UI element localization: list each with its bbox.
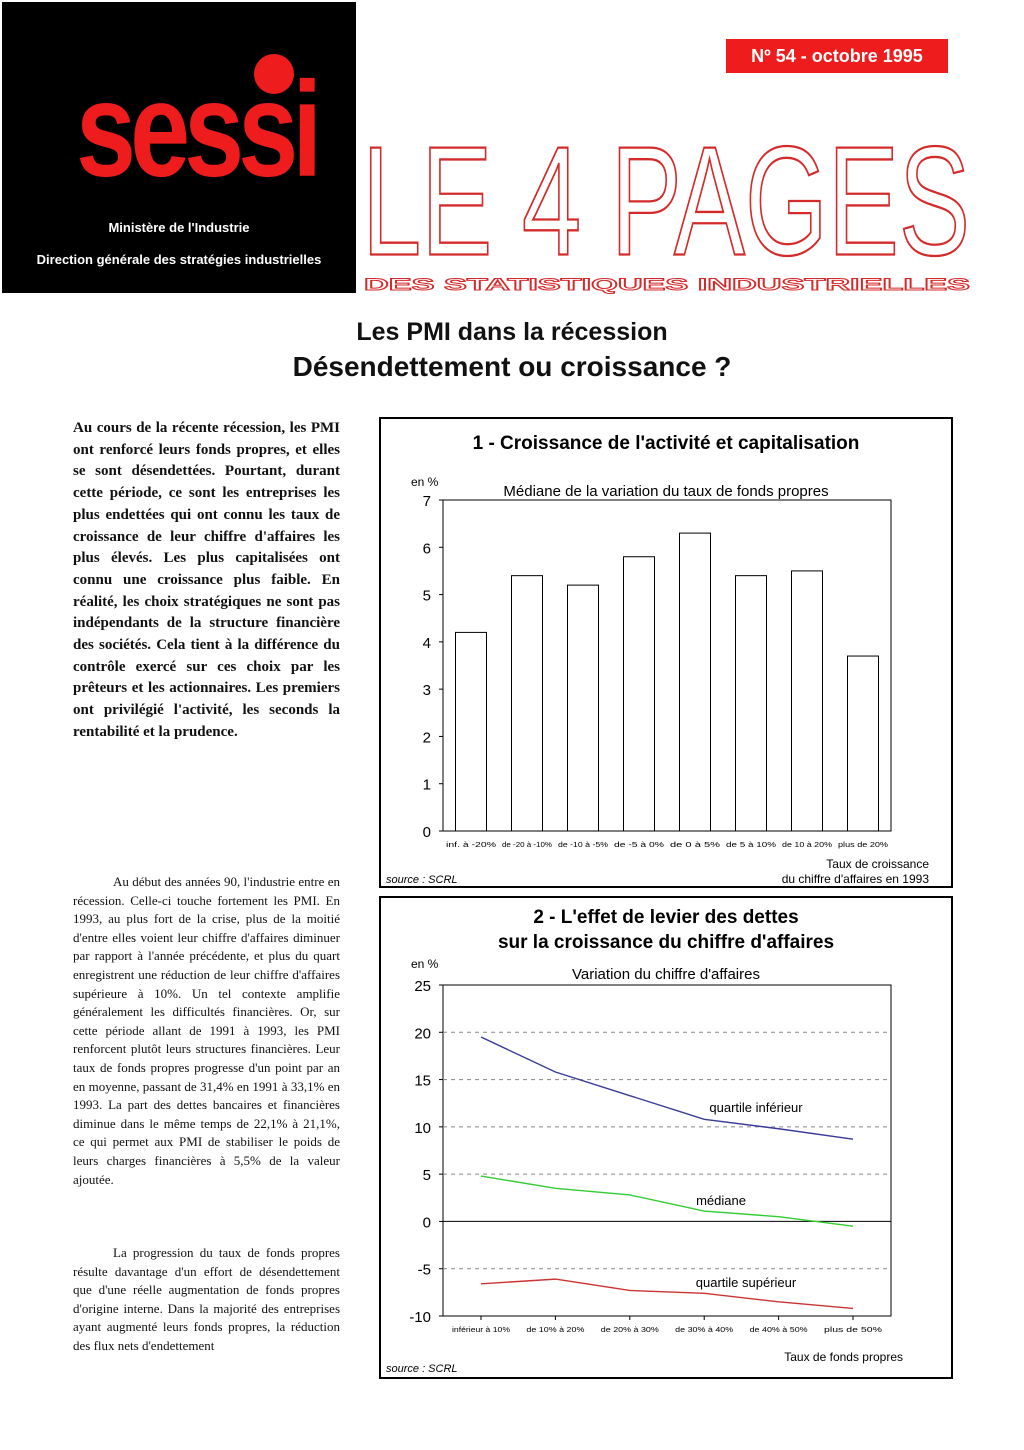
chart-2-ytick-label: 20 — [414, 1025, 431, 1043]
chart-1 — [381, 419, 951, 886]
chart-2-subtitle: Variation du chiffre d'affaires — [572, 966, 760, 983]
chart-1-bar — [568, 585, 599, 831]
chart-2-title-line2: sur la croissance du chiffre d'affaires — [497, 932, 835, 953]
chart-2-ytick-label: -10 — [409, 1309, 431, 1326]
chart-2-ytick-label: 15 — [414, 1072, 431, 1090]
chart-1-xtick-label: de 5 à 10% — [726, 840, 777, 849]
chart-2-series-label: médiane — [696, 1193, 746, 1208]
chart-1-ylabel: en % — [411, 475, 439, 489]
chart-1-xtick-label: de -5 à 0% — [614, 840, 665, 849]
chart-1-ytick-label: 5 — [422, 587, 431, 605]
chart-2-xtick-label: de 30% à 40% — [675, 1325, 734, 1334]
chart-2-series-label: quartile inférieur — [709, 1100, 803, 1115]
chart-1-subtitle: Médiane de la variation du taux de fonds propres — [503, 483, 829, 500]
chart-1-ytick-label: 7 — [422, 493, 431, 510]
chart-1-bar — [792, 571, 823, 831]
chart-1-bar — [848, 656, 879, 831]
chart-2-xtick-label: de 10% à 20% — [526, 1325, 585, 1334]
chart-2-ytick-label: 0 — [422, 1214, 431, 1232]
chart-1-xtick-label: de -10 à -5% — [558, 840, 609, 849]
chart-1-xtick-label: inf. à -20% — [446, 840, 497, 849]
chart-1-title: 1 - Croissance de l'activité et capitalisation — [472, 433, 860, 454]
chart-2-series-label: quartile supérieur — [695, 1275, 797, 1290]
chart-1-bar — [736, 576, 767, 831]
chart-2-frame — [379, 896, 953, 1379]
chart-1-bar — [512, 576, 543, 831]
chart-1-xtick-label: de 0 à 5% — [670, 840, 721, 849]
chart-1-plot-area — [443, 500, 891, 831]
chart-1-ytick-label: 4 — [422, 634, 431, 652]
chart-1-bar — [456, 632, 487, 831]
chart-2-ytick-label: -5 — [417, 1261, 431, 1279]
article-subtitle: Désendettement ou croissance ? — [292, 351, 732, 382]
issue-badge: Nº 54 - octobre 1995 — [726, 39, 948, 73]
chart-1-ytick-label: 1 — [422, 776, 431, 794]
masthead-subtitle: DES STATISTIQUES INDUSTRIELLES — [364, 275, 970, 294]
direction-label: Direction générale des stratégies industrielles — [36, 252, 322, 267]
chart-2-xtick-label: inférieur à 10% — [452, 1325, 511, 1334]
chart-1-xtick-label: de -20 à -10% — [502, 840, 553, 849]
chart-2 — [381, 898, 951, 1377]
chart-2-ylabel: en % — [411, 957, 439, 971]
logo-text: sessi — [76, 53, 317, 205]
chart-1-xlabel-line2: du chiffre d'affaires en 1993 — [781, 872, 929, 886]
chart-1-source: source : SCRL — [386, 874, 458, 886]
chart-1-ytick-label: 0 — [422, 824, 431, 841]
chart-1-ytick-label: 2 — [422, 729, 431, 747]
chart-1-bar — [680, 533, 711, 831]
body-paragraph-2: La progression du taux de fonds propres résulte davantage d'un effort de désendettement que d'une réelle augmentation de fonds propres d'origine interne. Dans la majorité des entreprises ayant augmenté leurs fonds propres, la réduction des flux nets d'endettement — [73, 1245, 340, 1353]
masthead-title: LE 4 PAGES — [362, 118, 970, 289]
chart-2-title-line1: 2 - L'effet de levier des dettes — [533, 907, 799, 928]
chart-1-xtick-label: plus de 20% — [838, 840, 889, 849]
body-paragraph-1: Au début des années 90, l'industrie entre en récession. Celle-ci touche fortement les PMI. En 1993, au plus fort de la crise, plus de la moitié d'entre elles voient leur chiffre d'affaires diminuer par rapport à l'année précédente, et plus du quart enregistrent une réduction de leur chiffre d'affaires supérieure à 10%. Un tel contexte amplifie généralement les difficultés financières. Or, sur cette période allant de 1991 à 1993, les PMI renforcent plutôt leurs structures financières. Leur taux de fonds propres progresse d'un point par an en moyenne, passant de 31,4% en 1991 à 33,1% en 1993. La part des dettes bancaires et financières diminue dans le même temps de 22,1% à 21,1%, ce qui permet aux PMI de stabiliser le poids de leurs charges financières à 5,5% de la valeur ajoutée. — [73, 874, 340, 1187]
chart-1-xlabel-line1: Taux de croissance — [826, 857, 929, 871]
chart-1-bar — [624, 557, 655, 831]
chart-2-ytick-label: 5 — [422, 1167, 431, 1185]
ministry-label: Ministère de l'Industrie — [108, 220, 250, 235]
chart-2-plot-area — [443, 985, 891, 1316]
chart-1-xtick-label: de 10 à 20% — [782, 840, 833, 849]
chart-2-xtick-label: de 40% à 50% — [749, 1325, 808, 1334]
chart-2-xtick-label: de 20% à 30% — [600, 1325, 660, 1334]
chart-1-ytick-label: 3 — [422, 682, 431, 700]
masthead — [360, 118, 974, 298]
logo-block — [2, 2, 356, 293]
chart-2-xtick-label: plus de 50% — [824, 1325, 883, 1334]
chart-2-ytick-label: 10 — [414, 1119, 431, 1137]
article-title: Les PMI dans la récession — [356, 318, 668, 346]
chart-1-frame — [379, 417, 953, 888]
chart-2-xlabel: Taux de fonds propres — [784, 1350, 903, 1364]
lead-paragraph: Au cours de la récente récession, les PMI ont renforcé leurs fonds propres, et elles se sont désendettées. Pourtant, durant cette période, ce sont les entreprises les plus endettées qui ont connu les taux de croissance de leur chiffre d'affaires les plus élevés. Les plus capitalisées ont connu une croissance plus faible. En réalité, les choix stratégiques ne sont pas indépendants de la structure financière des sociétés. Cela tient à la différence du contrôle exercé sur ces choix par les prêteurs et les actionnaires. Les premiers ont privilégié l'activité, les seconds la rentabilité et la prudence. — [73, 420, 340, 740]
chart-2-ytick-label: 25 — [414, 978, 431, 995]
chart-1-ytick-label: 6 — [422, 540, 431, 558]
chart-2-source: source : SCRL — [386, 1363, 458, 1375]
